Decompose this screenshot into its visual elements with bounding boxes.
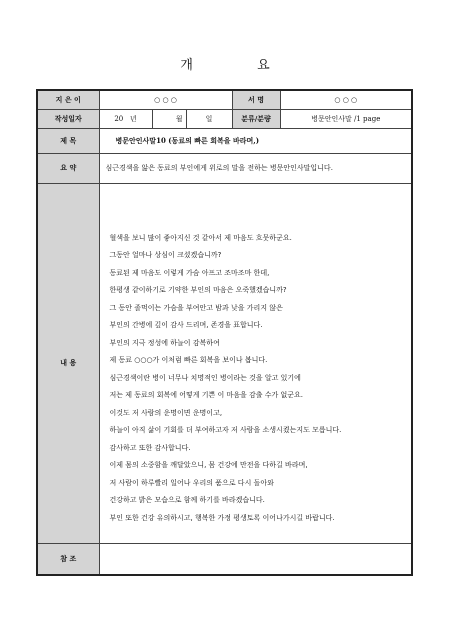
content-line: 저는 제 동료의 회복에 어떻게 기쁜 이 마음을 감출 수가 없군요. [109, 391, 304, 399]
content-line: 혈색을 보니 많이 좋아지신 것 같아서 제 마음도 흐뭇하군요. [109, 233, 292, 242]
reference-label: 참 조 [37, 543, 99, 575]
date-year: 20 [114, 114, 124, 123]
content-line: 건강하고 밝은 모습으로 함께 하기를 바라겠습니다. [109, 496, 265, 504]
reference-row [37, 543, 412, 575]
document-title: 개 요 [180, 58, 300, 73]
reference-value [99, 543, 412, 575]
summary-row [37, 153, 412, 183]
subject-value: 병문안인사말10 (동료의 빠른 회복을 바라며,) [99, 128, 412, 153]
content-line: 제 동료 ○○○가 이처럼 빠른 회복을 보이나 봅니다. [109, 356, 268, 364]
content-row [37, 183, 412, 543]
date-month-unit: 월 [152, 109, 186, 128]
content-line: 이것도 저 사람의 운명이면 운명이고, [109, 408, 223, 417]
content-line: 그동안 얼마나 상심이 크셨겠습니까? [109, 251, 222, 259]
date-label: 작성일자 [37, 109, 99, 128]
content-line: 부인의 간병에 깊이 감사 드리며, 존경을 표합니다. [109, 321, 263, 329]
subject-label: 제 목 [37, 128, 99, 153]
content-line: 저 사람이 하루빨리 일어나 우리의 품으로 다시 돌아와 [109, 478, 274, 487]
content-line: 이제 몸의 소중함을 깨달았으니, 몸 건강에 만전을 다하길 바라며, [109, 461, 308, 469]
content-line: 그 동안 졸먹이는 가슴을 부여안고 밤과 낮을 가리지 않은 [109, 303, 283, 312]
signature-value: ○ ○ ○ [280, 90, 412, 109]
overview-form [36, 89, 413, 576]
content-line: 부인의 지극 정성에 하늘이 감복하여 [109, 338, 220, 347]
author-label: 지 은 이 [37, 90, 99, 109]
content-line: 감사하고 또한 감사합니다. [109, 443, 191, 452]
date-row [37, 109, 412, 128]
content-lines [110, 184, 406, 528]
date-year-cell [99, 109, 152, 128]
content-line: 동료된 제 마음도 이렇게 가슴 아프고 조마조마 한데, [109, 268, 270, 277]
summary-value: 심근경색을 앓은 동료의 부인에게 위로의 말을 전하는 병문안인사말입니다. [99, 153, 412, 183]
content-line: 부인 또한 건강 유의하시고, 행복한 가정 평생토록 이어나가시길 바랍니다. [109, 513, 335, 522]
signature-label: 서 명 [232, 90, 280, 109]
category-label: 분류/분량 [232, 109, 280, 128]
content-line: 하늘이 아직 삶이 기회를 더 부여하고자 저 사람을 소생시켰는지도 모릅니다. [109, 426, 342, 434]
content-label: 내 용 [37, 183, 99, 543]
date-year-unit: 년 [129, 114, 137, 123]
content-line: 한평생 같이하기로 기약한 부인의 마음은 오죽했겠습니까? [109, 286, 287, 294]
author-row [37, 90, 412, 109]
subject-row [37, 128, 412, 153]
content-body [99, 183, 412, 543]
content-line: 심근경색이란 병이 너무나 치명적인 병이라는 것을 알고 있기에 [109, 373, 301, 382]
category-value: 병문안인사말 /1 page [280, 109, 412, 128]
author-value: ○ ○ ○ [99, 90, 232, 109]
date-day-unit: 일 [186, 109, 232, 128]
summary-label: 요 약 [37, 153, 99, 183]
